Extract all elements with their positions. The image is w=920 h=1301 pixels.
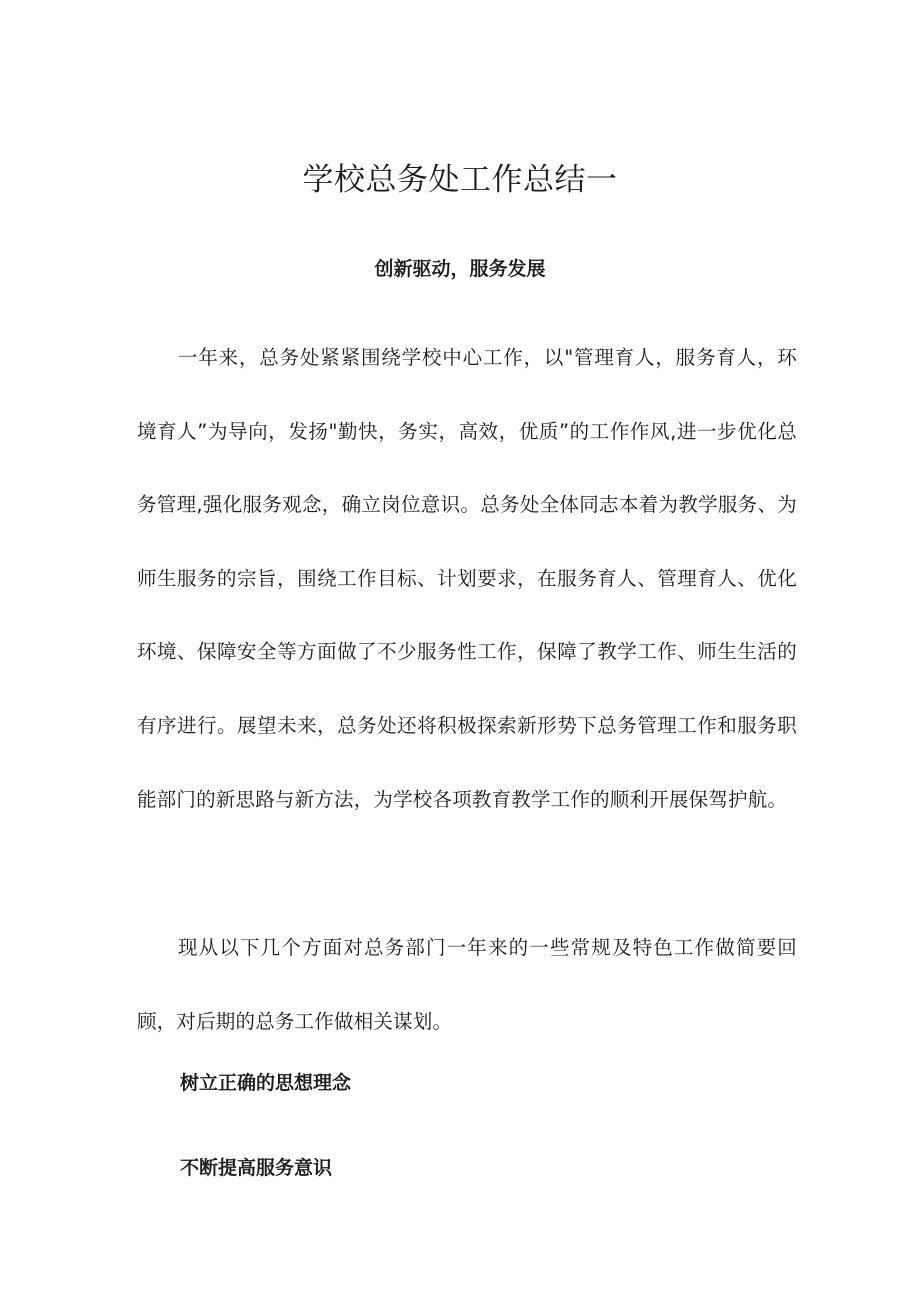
section-heading: 不断提高服务意识	[180, 1157, 333, 1179]
document-subtitle: 创新驱动，服务发展	[374, 258, 546, 280]
body-paragraph: 现从以下几个方面对总务部门一年来的一些常规及特色工作做简要回顾，对后期的总务工作做相关谋划。	[137, 936, 797, 1033]
document-title: 学校总务处工作总结一	[302, 162, 618, 198]
body-paragraph: 一年来，总务处紧紧围绕学校中心工作，以"管理育人，服务育人，环境育人”为导向，发扬"勤快，务实，高效，优质”的工作作风,进一步优化总务管理,强化服务观念，确立岗位意识。总务处全体同志本着为教学服务、为师生服务的宗旨，围绕工作目标、计划要求，在服务育人、管理育人、优化环境、保障安全等方面做了不少服务性工作，保障了教学工作、师生生活的有序进行。展望未来，总务处还将积极探索新形势下总务管理工作和服务职能部门的新思路与新方法，为学校各项教育教学工作的顺利开展保驾护航。	[137, 346, 797, 811]
section-heading: 树立正确的思想理念	[180, 1072, 352, 1094]
